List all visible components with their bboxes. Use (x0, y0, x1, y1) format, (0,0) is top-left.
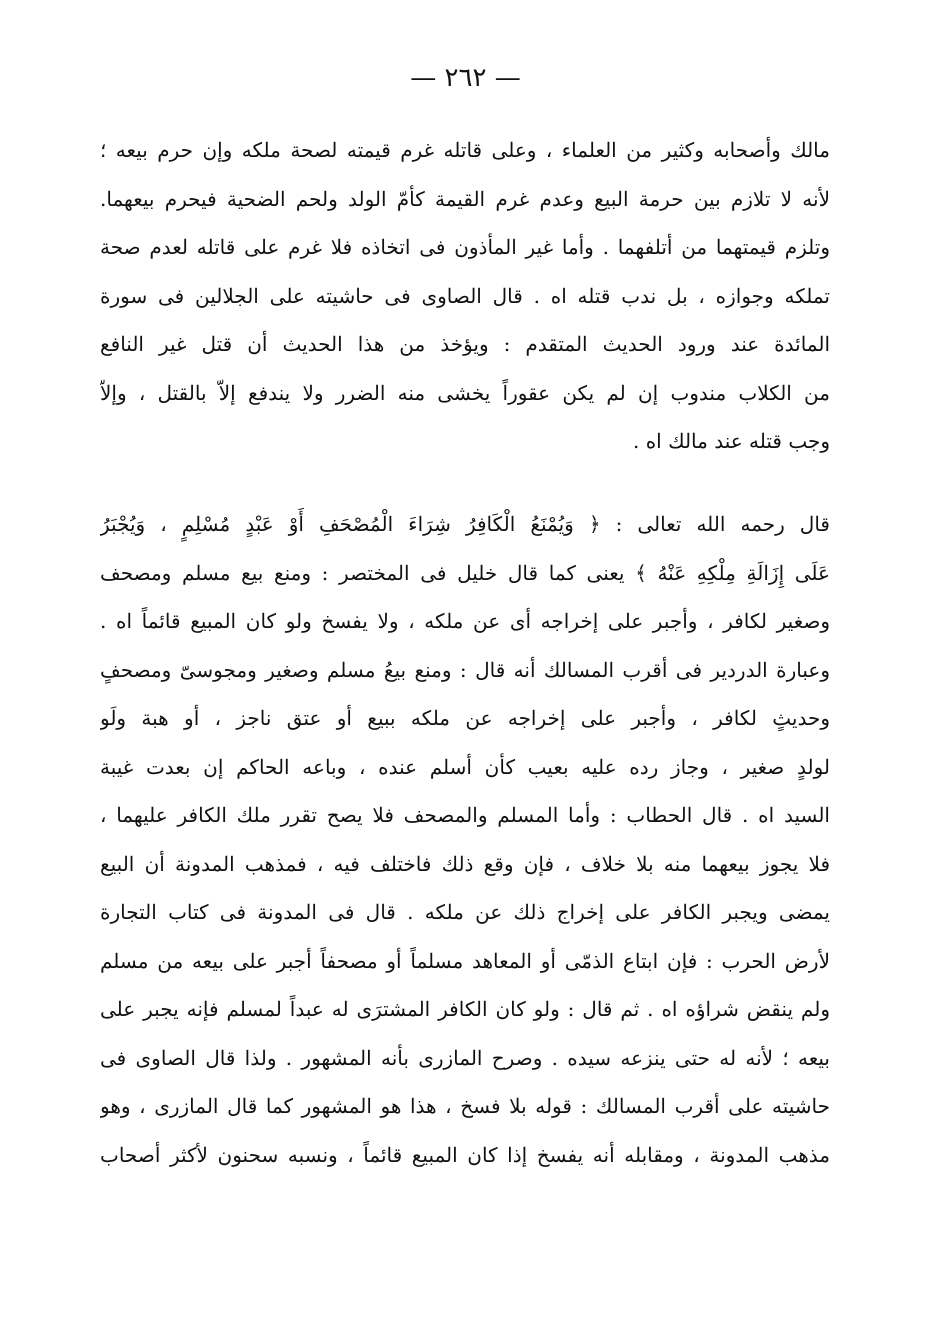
text-line: لأرض الحرب : فإن ابتاع الذمّى أو المعاهد مسلماً أو مصحفاً أجبر على بيعه من مسلم (100, 948, 830, 973)
page-number: — ٢٦٢ — (410, 63, 521, 93)
paragraph-1 (100, 126, 830, 466)
text-line: وحديثٍ لكافر ، وأجبر على إخراجه عن ملكه ببيع أو عتق ناجز ، أو هبة ولَو (100, 706, 830, 730)
text-line: المائدة عند ورود الحديث المتقدم : ويؤخذ من هذا الحديث أن قتل غير النافع (100, 332, 830, 356)
text-line: وجب قتله عند مالك اه . (632, 429, 830, 453)
text-line: لأنه لا تلازم بين حرمة البيع وعدم غرم القيمة كأمّ الولد ولحم الضحية فيحرم بيعهما. (100, 186, 830, 211)
text-line: وعبارة الدردير فى أقرب المسالك أنه قال : ومنع بيعُ مسلم وصغير ومجوسىّ ومصحفٍ (100, 657, 830, 682)
text-line: يمضى ويجبر الكافر على إخراج ذلك عن ملكه . قال فى المدونة فى كتاب التجارة (100, 900, 830, 924)
text-line: وصغير لكافر ، وأجبر على إخراجه أى عن ملكه ، ولا يفسخ ولو كان المبيع قائماً اه . (100, 609, 830, 633)
text-line: السيد اه . قال الحطاب : وأما المسلم والمصحف فلا يصح تقرر ملك الكافر عليهما ، (100, 803, 830, 827)
text-line: وتلزم قيمتهما من أتلفهما . وأما غير المأذون فى اتخاذه فلا غرم على قاتله لعدم صحة (100, 235, 830, 259)
text-line: فلا يجوز بيعهما منه بلا خلاف ، فإن وقع ذلك فاختلف فيه ، فمذهب المدونة أن البيع (100, 851, 830, 876)
text-line: قال رحمه الله تعالى : ﴿ وَيُمْنَعُ الْكَافِرُ شِرَاءَ الْمُصْحَفِ أَوْ عَبْدٍ مُسْلِمٍ ، وَيُجْبَرُ (100, 512, 830, 536)
text-line: لولدٍ صغير ، وجاز رده عليه بعيب كأن أسلم عنده ، وباعه الحاكم إن بعدت غيبة (100, 754, 830, 779)
text-line: بيعه ؛ لأنه له حتى ينزعه سيده . وصرح المازرى بأنه المشهور . ولذا قال الصاوى فى (100, 1045, 830, 1070)
paragraph-2 (100, 500, 830, 1179)
text-line: مذهب المدونة ، ومقابله أنه يفسخ إذا كان المبيع قائماً ، ونسبه سحنون لأكثر أصحاب (100, 1142, 830, 1167)
text-line: ولم ينقض شراؤه اه . ثم قال : ولو كان الكافر المشترَى له عبداً لمسلم فإنه يجبر على (100, 997, 830, 1021)
text-line: عَلَى إِزَالَةِ مِلْكِهِ عَنْهُ ﴾ يعنى كما قال خليل فى المختصر : ومنع بيع مسلم ومصحف (100, 560, 830, 585)
text-line: مالك وأصحابه وكثير من العلماء ، وعلى قاتله غرم قيمته لصحة ملكه وإن حرم بيعه ؛ (100, 138, 830, 162)
text-line: تملكه وجوازه ، بل ندب قتله اه . قال الصاوى فى حاشيته على الجلالين فى سورة (100, 283, 830, 308)
text-line: حاشيته على أقرب المسالك : قوله بلا فسخ ، هذا هو المشهور كما قال المازرى ، وهو (100, 1094, 830, 1118)
text-line: من الكلاب مندوب إن لم يكن عقوراً يخشى منه الضرر ولا يندفع إلاّ بالقتل ، وإلاّ (100, 380, 830, 405)
